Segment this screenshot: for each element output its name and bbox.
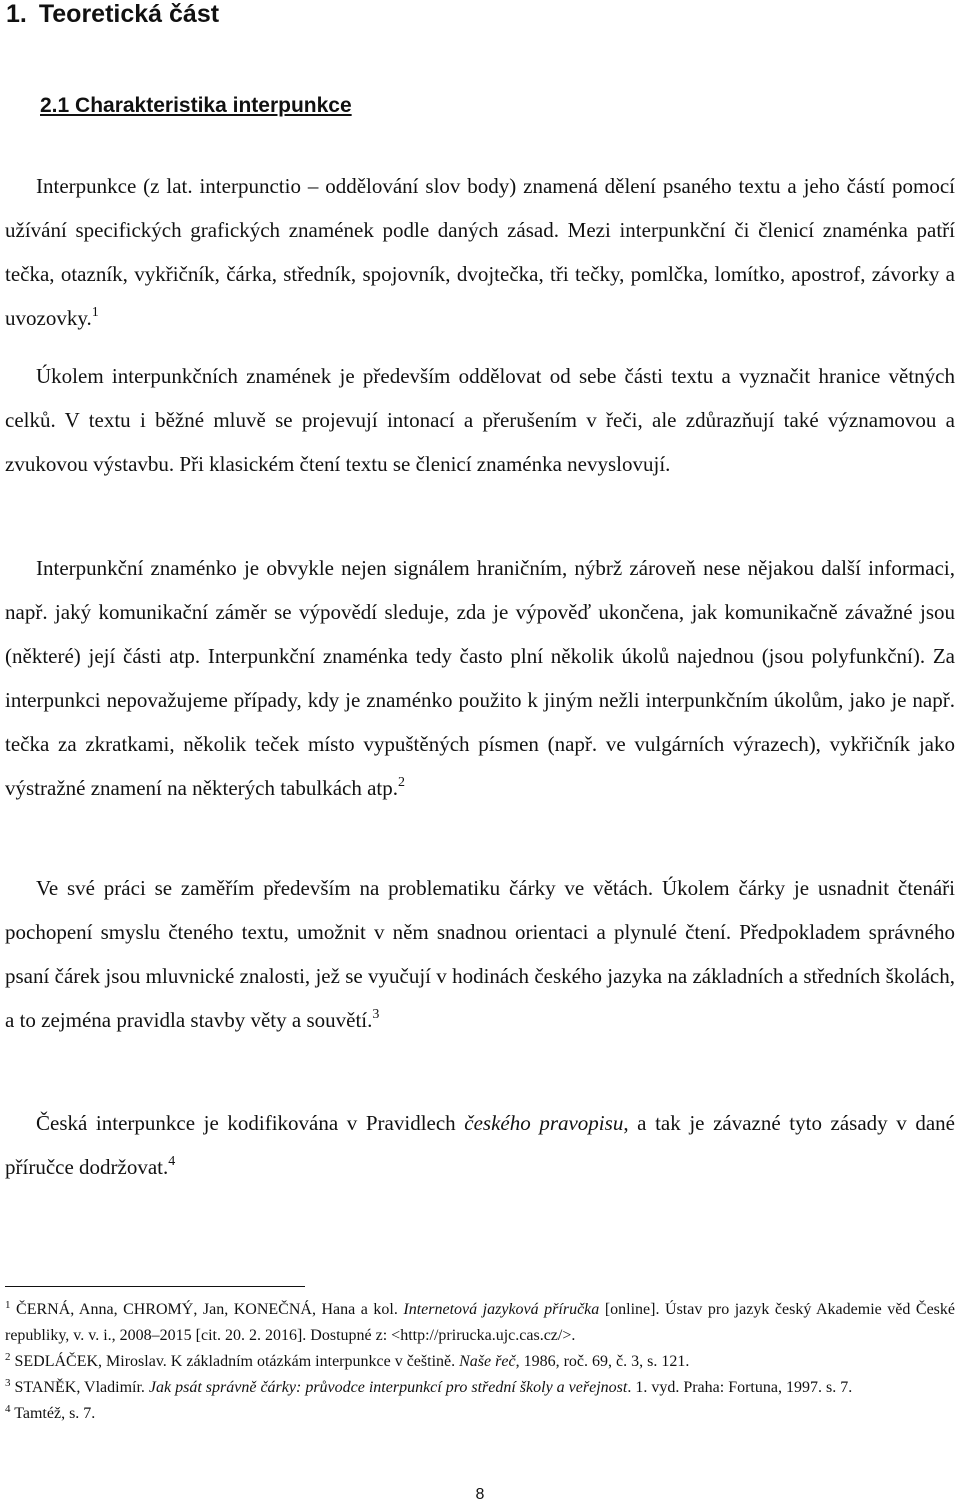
footnote-2-text: SEDLÁČEK, Miroslav. K základním otázkám interpunkce v češtině. [10,1353,460,1370]
paragraph-1 [5,164,955,340]
footnote-4 [5,1401,955,1427]
footnote-1 [5,1297,955,1349]
footnote-ref-1[interactable]: 1 [91,305,99,320]
footnote-2 [5,1349,955,1375]
footnote-ref-4[interactable]: 4 [168,1154,176,1169]
footnote-ref-2[interactable]: 2 [398,775,405,790]
paragraph-5 [5,1101,955,1189]
footnote-3-text: STANĚK, Vladimír. [10,1379,149,1396]
chapter-number: 1. [6,0,27,28]
footnote-3-title: Jak psát správně čárky: průvodce interpunkcí pro střední školy a veřejnost [148,1379,628,1396]
paragraph-3 [5,546,955,810]
footnote-3-number: 3 [5,1377,11,1389]
footnote-3-text-end: . 1. vyd. Praha: Fortuna, 1997. s. 7. [627,1379,853,1396]
paragraph-3-text: Interpunkční znaménko je obvykle nejen signálem hraničním, nýbrž zároveň nese nějakou další informaci, např. jaký komunikační záměr se výpovědí sleduje, zda je výpověď ukončena, jak komunikačně závažné jsou (některé) její části atp. Interpunkční znaménka tedy často plní několik úkolů najednou (jsou polyfunkční). Za interpunkci nepovažujeme případy, kdy je znaménko použito k jiným nežli interpunkčním úkolům, jako je např. tečka za zkratkami, několik teček místo vypuštěných písmen (např. ve vulgárních výrazech), vykřičník jako výstražné znamení na některých tabulkách atp. [5,556,955,800]
footnote-ref-3[interactable]: 3 [372,1007,380,1022]
footnote-4-text: Tamtéž, s. 7. [10,1405,96,1422]
paragraph-1-text: Interpunkce (z lat. interpunctio – oddělování slov body) znamená dělení psaného textu a jeho částí pomocí užívání specifických grafických znamének podle daných zásad. Mezi interpunkční či členicí znaménka patří tečka, otazník, vykřičník, čárka, středník, spojovník, dvojtečka, tři tečky, pomlčka, lomítko, apostrof, závorky a uvozovky. [5,174,955,330]
paragraph-5-italic-title: českého pravopisu [464,1111,624,1135]
page-number: 8 [475,1486,485,1503]
paragraph-2-text: Úkolem interpunkčních znamének je především oddělovat od sebe části textu a vyznačit hranice větných celků. V textu i běžné mluvě se projevují intonací a přerušením v řeči, ale zdůrazňují také významovou a zvukovou výstavbu. Při klasickém čtení textu se členicí znaménka nevyslovují. [5,364,955,476]
footnote-2-title: Naše řeč [459,1353,516,1370]
chapter-title: Teoretická část [38,0,220,28]
footnote-4-number: 4 [5,1403,11,1415]
footnote-1-number: 1 [5,1299,11,1311]
footnote-3 [5,1375,955,1401]
section-heading: 2.1 Charakteristika interpunkce [40,94,352,117]
footnote-2-text-end: , 1986, roč. 69, č. 3, s. 121. [515,1353,690,1370]
paragraph-5-text-end: , a tak je závazné tyto zásady v dané příručce dodržovat. [5,1111,955,1179]
footnotes [5,1297,955,1427]
footnote-divider [5,1286,305,1287]
footnote-1-title: Internetová jazyková příručka [403,1301,600,1318]
paragraph-4 [5,866,955,1042]
footnote-1-text-end: [online]. Ústav pro jazyk český Akademie věd České republiky, v. v. i., 2008–2015 [cit. 20. 2. 2016]. Dostupné z: <http://prirucka.ujc.cas.cz/>. [5,1301,956,1344]
paragraph-5-text-start: Česká interpunkce je kodifikována v Pravidlech [36,1111,465,1135]
chapter-heading [6,0,219,30]
footnote-1-text: ČERNÁ, Anna, CHROMÝ, Jan, KONEČNÁ, Hana a kol. [10,1301,404,1318]
footnote-2-number: 2 [5,1351,11,1363]
paragraph-2 [5,354,955,486]
paragraph-4-text: Ve své práci se zaměřím především na problematiku čárky ve větách. Úkolem čárky je usnadnit čtenáři pochopení smyslu čteného textu, umožnit v něm snadnou orientaci a plynulé čtení. Předpokladem správného psaní čárek jsou mluvnické znalosti, jež se vyučují v hodinách českého jazyka na základních a středních školách, a to zejména pravidla stavby věty a souvětí. [5,876,955,1032]
